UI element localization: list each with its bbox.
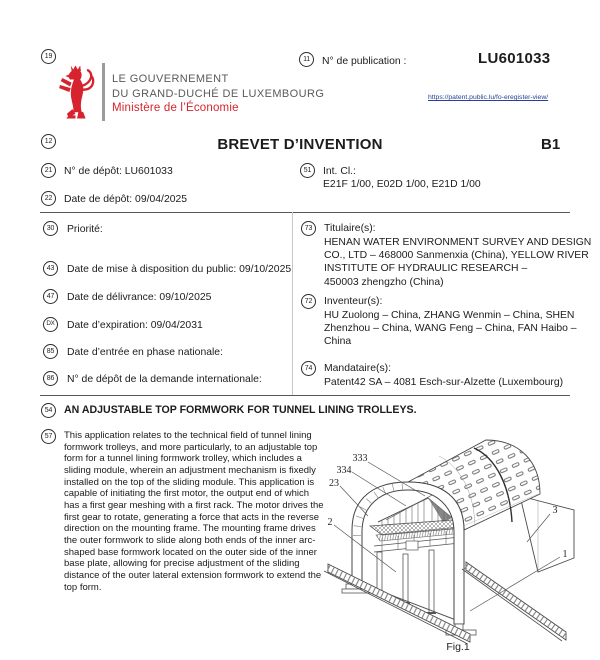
inid-11-badge: 11 (299, 52, 314, 67)
grant-date: Date de délivrance: 09/10/2025 (67, 292, 212, 303)
national-phase-date: Date d’entrée en phase nationale: (67, 347, 223, 358)
holders-line: CO., LTD – 468000 Sanmenxia (China), YELLOW RIVER (324, 250, 589, 262)
figure-1-drawing (322, 426, 594, 650)
side-extension-panel (520, 496, 574, 572)
logo-divider-bar (102, 63, 105, 121)
inid-74-badge: 74 (301, 361, 316, 376)
depot-number: N° de dépôt: LU601033 (64, 166, 173, 177)
depot-date: Date de dépôt: 09/04/2025 (64, 194, 188, 205)
figure-label-2: 2 (327, 517, 333, 528)
priority-field: Priorité: (67, 224, 103, 235)
representative-line: Patent42 SA – 4081 Esch-sur-Alzette (Luxembourg) (324, 377, 564, 388)
inid-72-badge: 72 (301, 294, 316, 309)
holders-text (324, 236, 591, 289)
inid-73-badge: 73 (301, 221, 316, 236)
figure-caption: Fig.1 (446, 641, 470, 653)
inid-30-badge: 30 (43, 221, 58, 236)
left-rail-track (324, 564, 470, 643)
holders-line: INSTITUTE OF HYDRAULIC RESEARCH – (324, 263, 528, 275)
holders-line: HENAN WATER ENVIRONMENT SURVEY AND DESIGN (324, 237, 592, 248)
inventors-line: Zhenzhou – China, WANG Feng – China, FAN Haibo – (324, 323, 577, 335)
luxembourg-lion-logo-icon (52, 64, 99, 120)
publication-number-label: N° de publication : (322, 56, 407, 67)
figure-label-23: 23 (329, 478, 339, 489)
inid-19-badge: 19 (41, 49, 56, 64)
international-application-number: N° de dépôt de la demande internationale: (67, 374, 262, 385)
figure-label-3: 3 (552, 505, 558, 516)
inid-22-badge: 22 (41, 191, 56, 206)
government-wordmark (112, 72, 324, 116)
invention-title: AN ADJUSTABLE TOP FORMWORK FOR TUNNEL LINING TROLLEYS. (64, 404, 417, 416)
gov-line-2: DU GRAND-DUCHÉ DE LUXEMBOURG (112, 87, 325, 100)
expiration-date: Date d’expiration: 09/04/2031 (67, 320, 203, 331)
inid-54-badge: 54 (41, 403, 56, 418)
publication-number-value: LU601033 (478, 50, 551, 67)
inid-85-badge: 85 (43, 344, 58, 359)
gov-line-1: LE GOUVERNEMENT (112, 73, 229, 85)
int-cl-codes: E21F 1/00, E02D 1/00, E21D 1/00 (323, 179, 481, 190)
kind-code: B1 (541, 136, 561, 153)
inid-86-badge: 86 (43, 371, 58, 386)
document-title: BREVET D’INVENTION (217, 136, 383, 153)
figure-label-1: 1 (562, 549, 568, 560)
public-availability-date: Date de mise à disposition du public: 09/10/2025 (67, 264, 292, 275)
gov-ministry-line: Ministère de l’Économie (112, 102, 239, 114)
inid-57-badge: 57 (41, 429, 56, 444)
abstract-text: This application relates to the technical field of tunnel lining formwork trolleys, and more particularly, to an adjustable top form for a tunnel lining formwork trolley, which includes a sliding module, wherein an adjustment mechanism is fixedly installed on the top of the sliding module. This application is capable of initiating the first motor, the output end of which has a first gear meshing with a first rack. The motor drives the first gear to rotate, generating a force that acts in the reverse direction on the mounting frame. The mounting frame drives the outer formwork to slide along both ends of the inner arc-shaped base formwork located on the outer side of the inner base plate, allowing for precise adjustment of the sliding distance of the outer lateral extension formwork to extend the top form. (64, 430, 324, 593)
holders-label: Titulaire(s): (324, 223, 376, 234)
representative-label: Mandataire(s): (324, 363, 391, 374)
inventors-line: HU Zuolong – China, ZHANG Wenmin – China, SHEN (324, 310, 575, 321)
representative-text (324, 376, 563, 389)
inventors-line: China (324, 336, 352, 348)
inid-21-badge: 21 (41, 163, 56, 178)
section-rule-top (40, 212, 570, 213)
inid-51-badge: 51 (300, 163, 315, 178)
inid-dx-badge: DX (43, 317, 58, 332)
inventors-text (324, 309, 577, 349)
inid-12-badge: 12 (41, 134, 56, 149)
column-divider (292, 212, 293, 395)
eregister-link[interactable]: https://patent.public.lu/fo-eregister-view/ (428, 94, 549, 101)
figure-label-333: 333 (352, 453, 368, 464)
holders-line: 450003 zhengzho (China) (324, 276, 444, 288)
figure-label-334: 334 (336, 465, 352, 476)
inid-47-badge: 47 (43, 289, 58, 304)
section-rule-bottom (40, 395, 570, 396)
inventors-label: Inventeur(s): (324, 296, 383, 307)
int-cl-label: Int. Cl.: (323, 166, 356, 177)
inid-43-badge: 43 (43, 261, 58, 276)
right-rail-track (462, 562, 566, 641)
